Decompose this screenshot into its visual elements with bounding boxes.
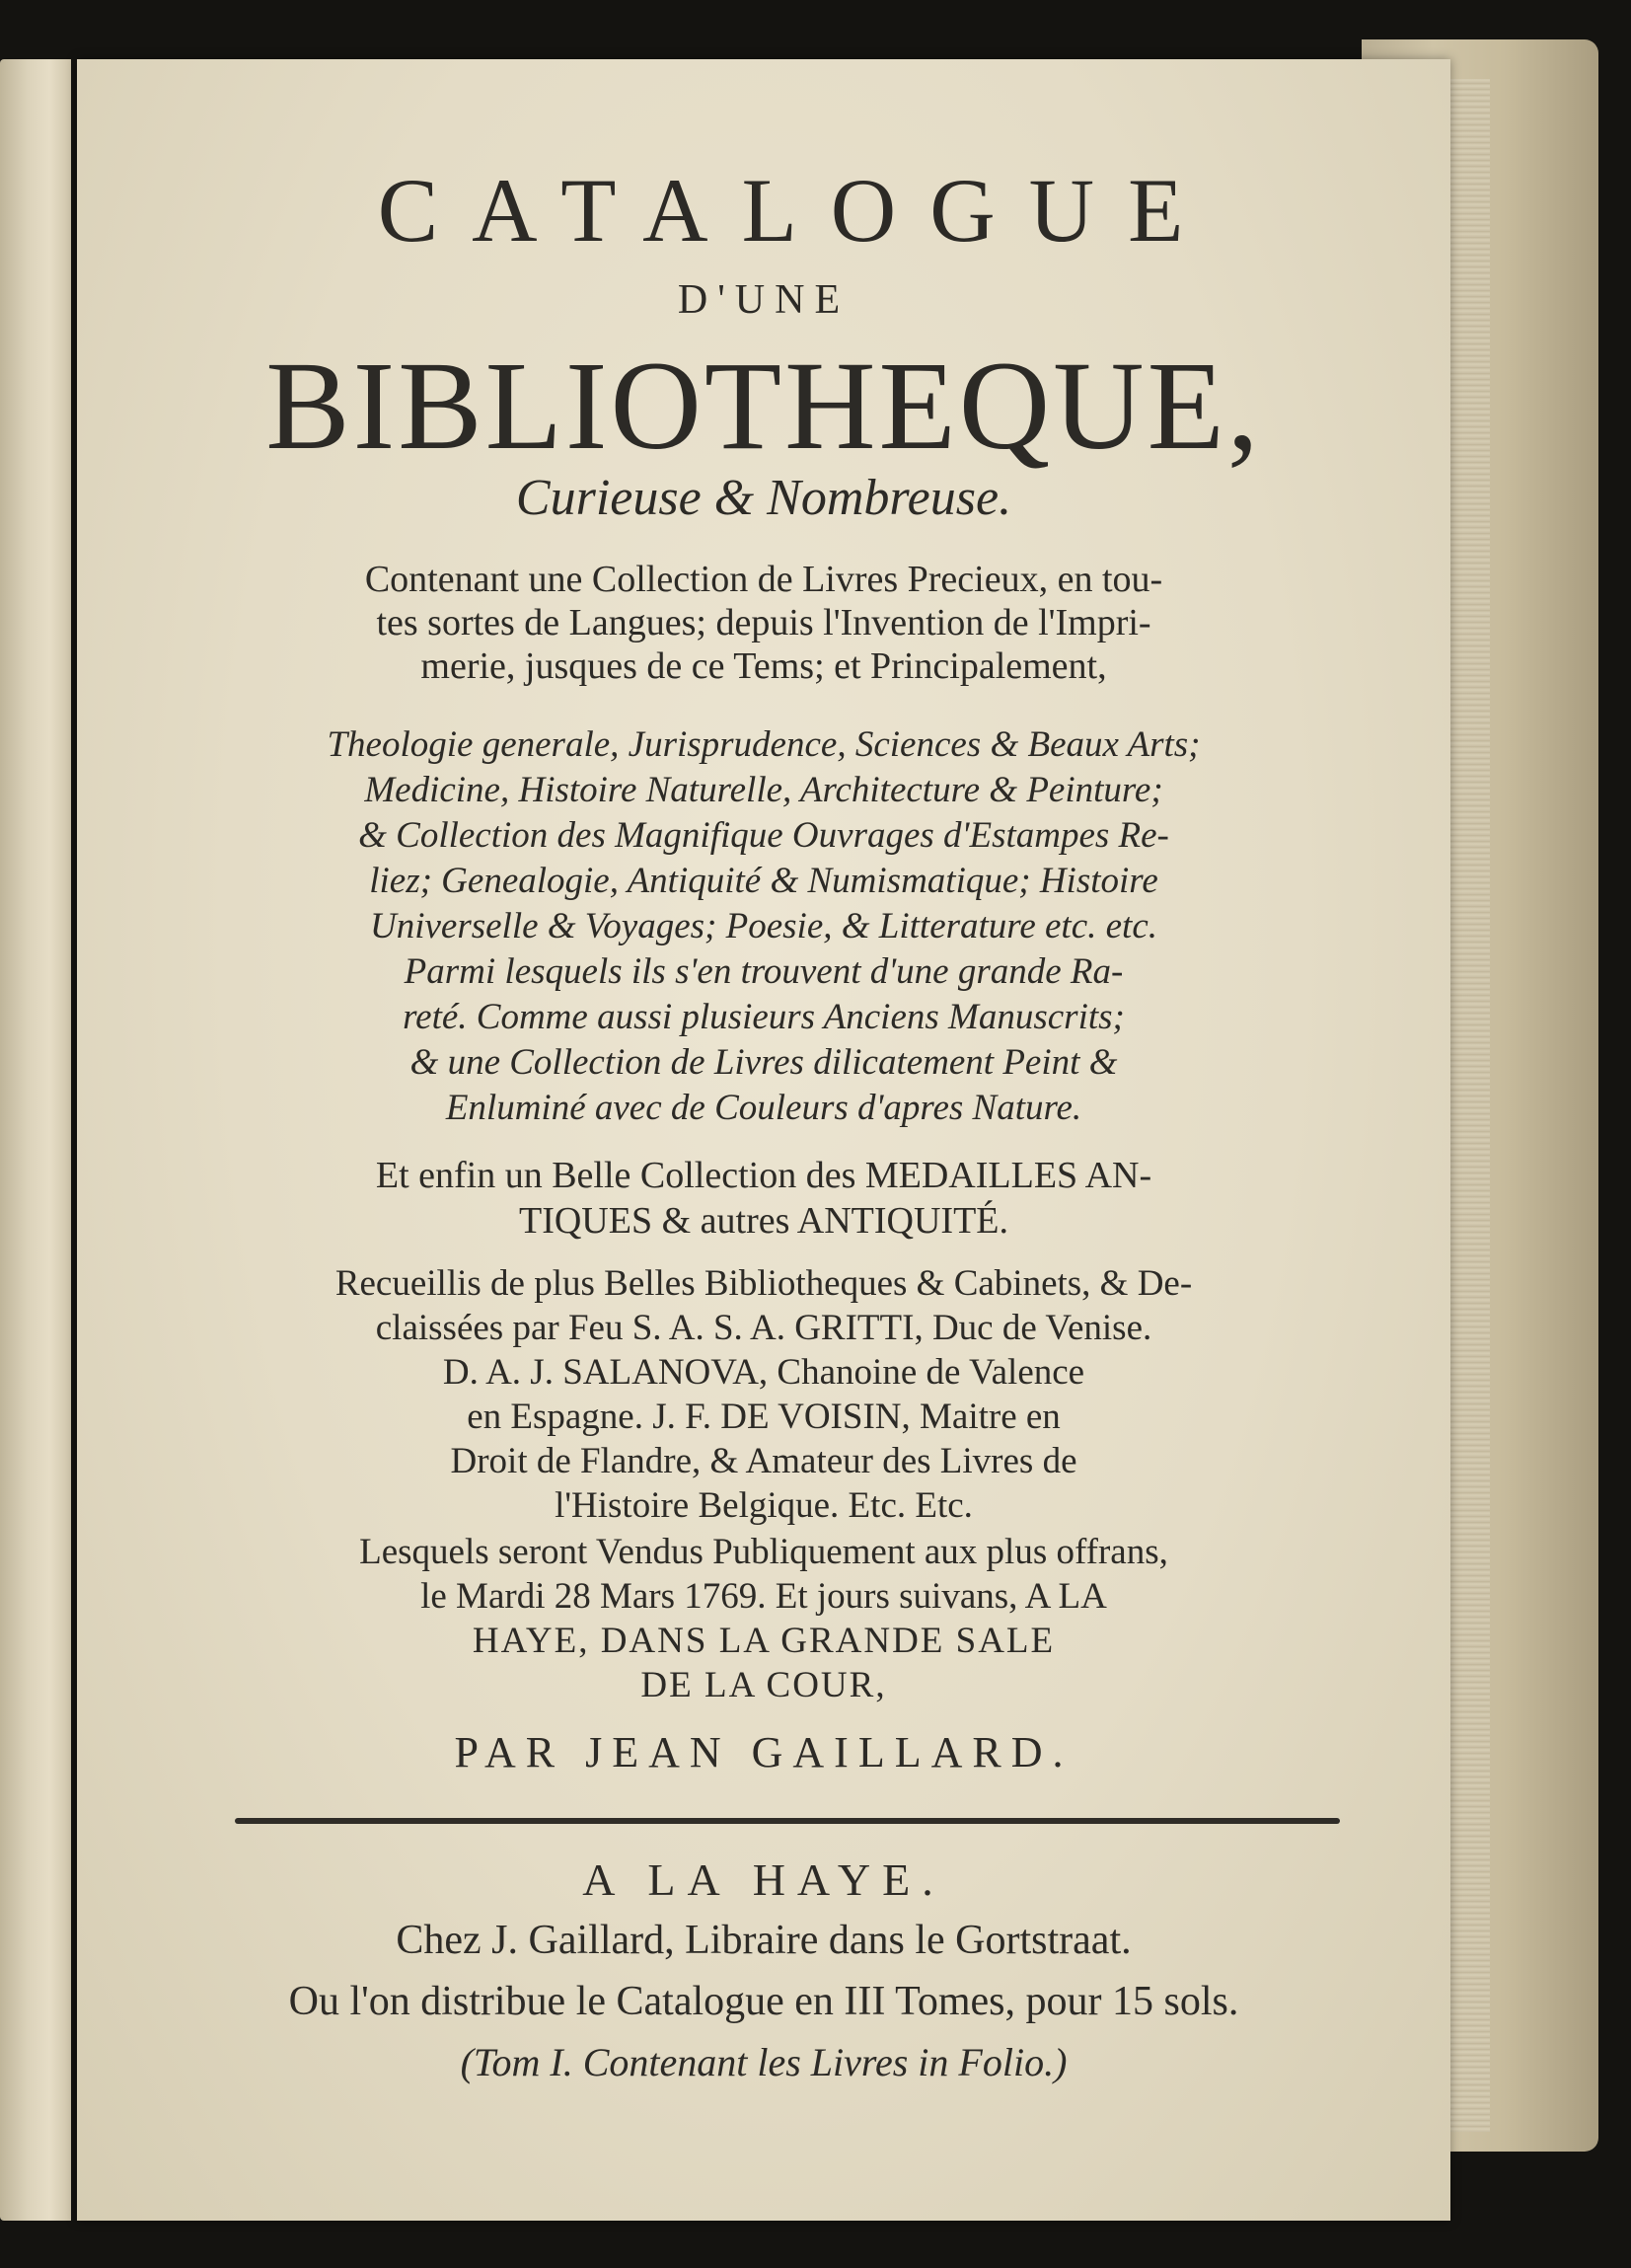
- printer-name: PAR JEAN GAILLARD.: [454, 1728, 1074, 1777]
- sale-line: le Mardi 28 Mars 1769. Et jours suivans, A LA: [420, 1576, 1107, 1617]
- subjects-line: & une Collection de Livres dilicatement Peint &: [409, 1042, 1118, 1083]
- facing-page-edge: [0, 59, 71, 2221]
- contenant-line: Contenant une Collection de Livres Precieux, en tou-: [364, 559, 1163, 600]
- divider-rule: [235, 1818, 1340, 1824]
- recueillis-line: l'Histoire Belgique. Etc. Etc.: [555, 1485, 973, 1526]
- sale-line: Lesquels seront Vendus Publiquement aux plus offrans,: [359, 1532, 1168, 1572]
- subjects-line: Parmi lesquels ils s'en trouvent d'une grande Ra-: [404, 951, 1124, 992]
- subjects-paragraph: [77, 722, 1450, 1131]
- catalogue-heading: CATALOGUE: [377, 160, 1218, 261]
- subtitle: Curieuse & Nombreuse.: [515, 470, 1012, 526]
- recueillis-line: Droit de Flandre, & Amateur des Livres de: [450, 1441, 1077, 1481]
- contenant-line: tes sortes de Langues; depuis l'Invention de l'Impri-: [376, 602, 1151, 643]
- title-page: [77, 59, 1450, 2221]
- sale-paragraph: [77, 1530, 1450, 1707]
- subjects-line: Universelle & Voyages; Poesie, & Litterature etc. etc.: [369, 906, 1157, 946]
- recueillis-line: D. A. J. SALANOVA, Chanoine de Valence: [442, 1352, 1085, 1393]
- imprint-volume: (Tom I. Contenant les Livres in Folio.): [460, 2040, 1068, 2084]
- sale-line: HAYE, DANS LA GRANDE SALE: [472, 1621, 1056, 1661]
- imprint-distribution: Ou l'on distribue le Catalogue en III Tomes, pour 15 sols.: [288, 1979, 1239, 2024]
- recueillis-paragraph: [77, 1261, 1450, 1528]
- dune-heading: D'UNE: [677, 277, 851, 323]
- medailles-paragraph: [77, 1153, 1450, 1244]
- sale-line: DE LA COUR,: [640, 1665, 887, 1705]
- contenant-line: merie, jusques de ce Tems; et Principalement,: [420, 645, 1107, 687]
- subjects-line: & Collection des Magnifique Ouvrages d'Estampes Re-: [358, 815, 1169, 856]
- recueillis-line: Recueillis de plus Belles Bibliotheques & Cabinets, & De-: [334, 1263, 1193, 1304]
- subjects-line: reté. Comme aussi plusieurs Anciens Manuscrits;: [403, 997, 1125, 1037]
- subjects-line: Medicine, Histoire Naturelle, Architecture & Peinture;: [364, 770, 1163, 810]
- bibliotheque-heading: BIBLIOTHEQUE,: [265, 336, 1262, 476]
- title-page-text: [77, 59, 1450, 2221]
- medailles-line: TIQUES & autres ANTIQUITÉ.: [518, 1200, 1008, 1242]
- subjects-line: Theologie generale, Jurisprudence, Sciences & Beaux Arts;: [327, 724, 1201, 765]
- recueillis-line: en Espagne. J. F. DE VOISIN, Maitre en: [467, 1397, 1061, 1437]
- contenant-paragraph: [77, 558, 1450, 688]
- recueillis-line: claissées par Feu S. A. S. A. GRITTI, Duc de Venise.: [375, 1308, 1152, 1348]
- subjects-line: liez; Genealogie, Antiquité & Numismatique; Histoire: [369, 861, 1158, 901]
- subjects-line: Enluminé avec de Couleurs d'apres Nature.: [445, 1088, 1082, 1128]
- medailles-line: Et enfin un Belle Collection des MEDAILLES AN-: [375, 1155, 1152, 1196]
- imprint-publisher: Chez J. Gaillard, Libraire dans le Gortstraat.: [396, 1918, 1132, 1963]
- imprint-city: A LA HAYE.: [582, 1854, 945, 1905]
